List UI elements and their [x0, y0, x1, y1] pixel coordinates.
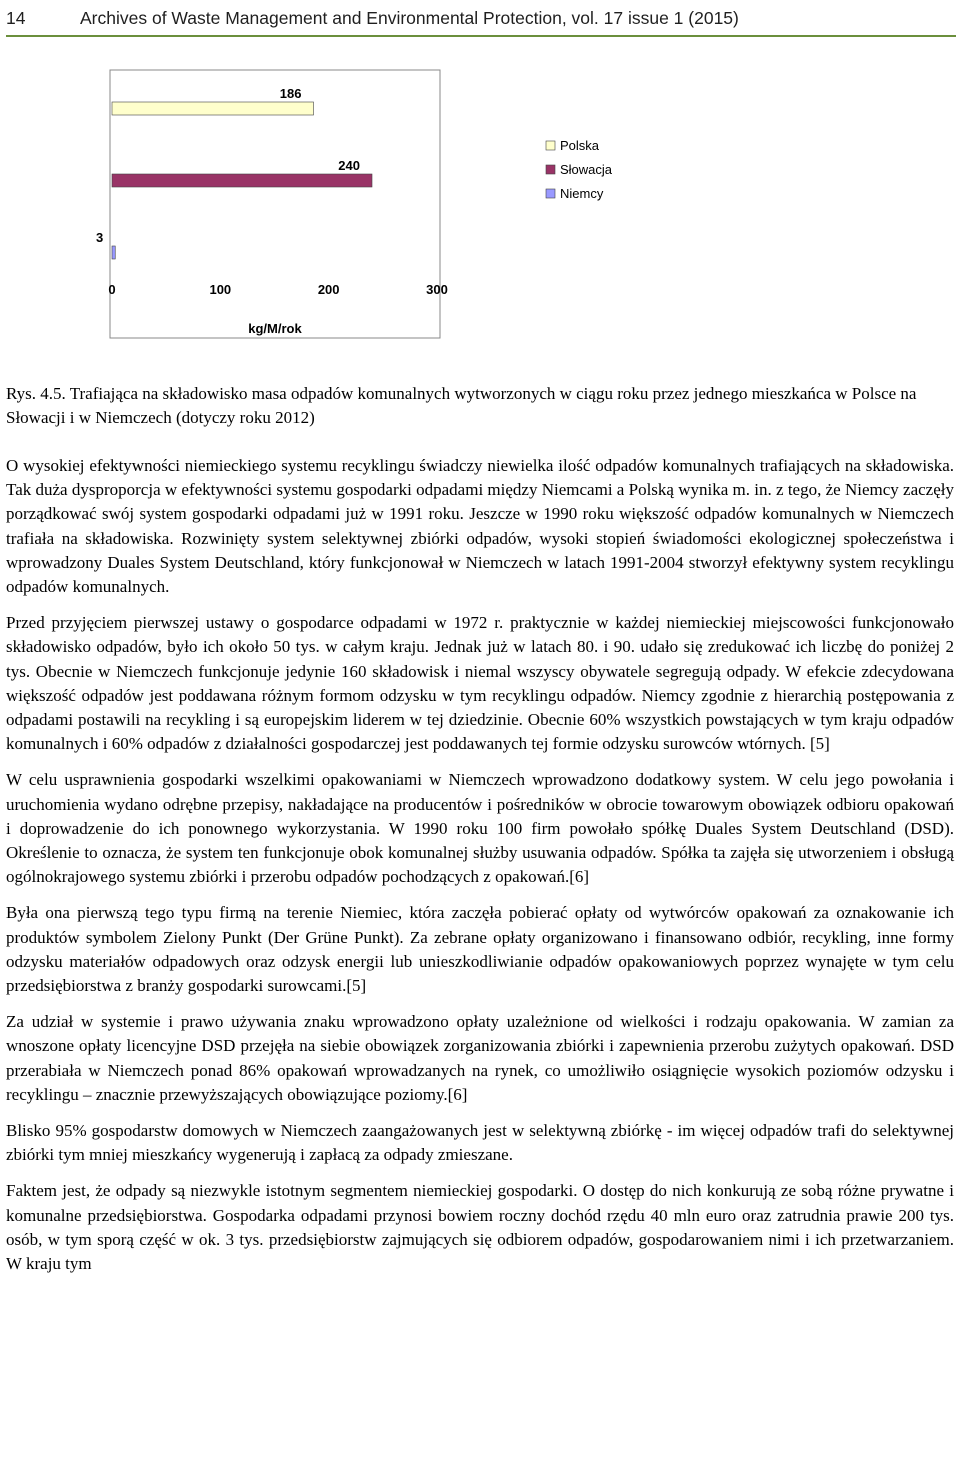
paragraph: Przed przyjęciem pierwszej ustawy o gospodarce odpadami w 1972 r. praktycznie w każdej niemieckiej miejscowości funkcjonowało składowisko odpadów, było ich około 50 tys. w całym kraju. Jednak już w latach 80. i 90. udało się zredukować ich liczbę do poniżej 2 tys. Obecnie w Niemczech funkcjonuje jedynie 160 składowisk i niemal wszyscy obywatele segregują odpady. W efekcie zdecydowana większość odpadów jest poddawana różnym formom odzysku w tym recyklingu odpadów. Niemcy zgodnie z hierarchią postępowania z odpadami postawili na recykling i są europejskim liderem w tej dziedzinie. Obecnie 60% wszystkich powstających w tym kraju odpadów komunalnych i 60% odpadów z działalności gospodarczej jest poddawanych tej formie odzysku surowców wtórnych. [5] [6, 613, 954, 754]
legend-label: Niemcy [560, 186, 604, 201]
paragraph: Faktem jest, że odpady są niezwykle istotnym segmentem niemieckiej gospodarki. O dostęp do nich konkurują ze sobą różne prywatne i komunalne przedsiębiorstwa. Gospodarka odpadami przynosi bowiem roczny dochód rzędu 40 mln euro oraz zatrudnia prawie 200 tys. osób, w tym sporą część w ok. 3 tys. przedsiębiorstw zajmujących się odbiorem odpadów, gospodarowaniem nimi i ich przetwarzaniem. W kraju tym [6, 1181, 954, 1274]
paragraph: O wysokiej efektywności niemieckiego systemu recyklingu świadczy niewielka ilość odpadów komunalnych trafiających na składowiska. Tak duża dysproporcja w efektywności systemu gospodarki odpadami między Niemcami a Polską wynika m. in. z tego, że Niemcy zaczęły porządkować swój system gospodarki odpadami już w 1991 roku. Jeszcze w 1990 roku większość odpadów komunalnych w Niemczech trafiała na składowiska. Rozwinięty system selektywnej zbiórki odpadów, wysoki stopień świadomości ekologicznej społeczeństwa i wprowadzony Duales System Deutschland, który funkcjonował w Niemczech w latach 1991-2004 stworzył efektywny system recyklingu odpadów komunalnych. [6, 456, 954, 597]
paragraph: Była ona pierwszą tego typu firmą na terenie Niemiec, która zaczęła pobierać opłaty od wytwórców opakowań za oznakowanie ich produktów symbolem Zielony Punkt (Der Grüne Punkt). Za zebrane opłaty organizowano i finansowano odbiór, recykling, inne formy odzysku materiałów odpadowych oraz odzysk energii lub unieszkodliwianie odpadów opakowaniowych poprzez wynajęte w tym celu przedsiębiorstwa z branży gospodarki surowcami.[5] [6, 903, 954, 996]
page-number: 14 [6, 8, 26, 28]
legend-label: Słowacja [560, 162, 613, 177]
bar-chart [0, 60, 660, 350]
figure-caption: Rys. 4.5. Trafiająca na składowisko masa odpadów komunalnych wytworzonych w ciągu roku przez jednego mieszkańca w Polsce na Słowacji i w Niemczech (dotyczy roku 2012) [6, 384, 917, 427]
x-tick-label: 0 [108, 282, 116, 297]
legend-swatch [546, 189, 555, 198]
paragraph: Za udział w systemie i prawo używania znaku wprowadzono opłaty uzależnione od wielkości i rodzaju opakowania. W zamian za wnoszone opłaty licencyjne DSD przejęła na siebie obowiązek zorganizowania zbiórki i zapewnienia przerobu zużytych opakowań. DSD przerabiała w Niemczech ponad 86% opakowań wprowadzanych na rynek, co umożliwiło osiągnięcie wysokich poziomów odzysku i recyklingu – znacznie przewyższających obowiązujące poziomy.[6] [6, 1012, 954, 1104]
legend-label: Polska [560, 138, 600, 153]
x-tick-label: 100 [209, 282, 232, 297]
journal-title: Archives of Waste Management and Environmental Protection, vol. 17 issue 1 (2015) [80, 8, 739, 28]
bar-polska [112, 102, 314, 115]
x-axis-label: kg/M/rok [248, 321, 302, 336]
legend [546, 138, 613, 201]
article-body [6, 454, 954, 1288]
data-label: 186 [279, 86, 302, 101]
x-tick-label: 300 [426, 282, 448, 297]
page-header [6, 8, 958, 38]
bar-niemcy [112, 246, 115, 259]
header-rule [6, 35, 956, 37]
paragraph: W celu usprawnienia gospodarki wszelkimi opakowaniami w Niemczech wprowadzono dodatkowy system. W celu jego powołania i uruchomienia wydano odrębne przepisy, nakładające na producentów i pośredników w obrocie towarowym obowiązek odbioru opakowań i doprowadzenie do ich ponownego wykorzystania. W 1990 roku 100 firm powołało spółkę Duales System Deutschland (DSD). Określenie to oznacza, że system ten funkcjonuje obok komunalnej służby usuwania odpadów. Spółka ta zajęła się utworzeniem i obsługą ogólnokrajowego systemu zbiórki i przerobu odpadów pochodzących z opakowań.[6] [6, 770, 954, 887]
legend-swatch [546, 141, 555, 150]
legend-swatch [546, 165, 555, 174]
paragraph: Blisko 95% gospodarstw domowych w Niemczech zaangażowanych jest w selektywną zbiórkę - im więcej odpadów trafi do selektywnej zbiórki tym mniej mieszkańcy wygenerują i zapłacą za odpady zmieszane. [6, 1121, 954, 1165]
bars-group [96, 86, 372, 259]
data-label: 240 [338, 158, 360, 173]
x-axis [108, 282, 447, 297]
data-label: 3 [96, 230, 104, 245]
bar-słowacja [112, 174, 372, 187]
x-tick-label: 200 [317, 282, 340, 297]
